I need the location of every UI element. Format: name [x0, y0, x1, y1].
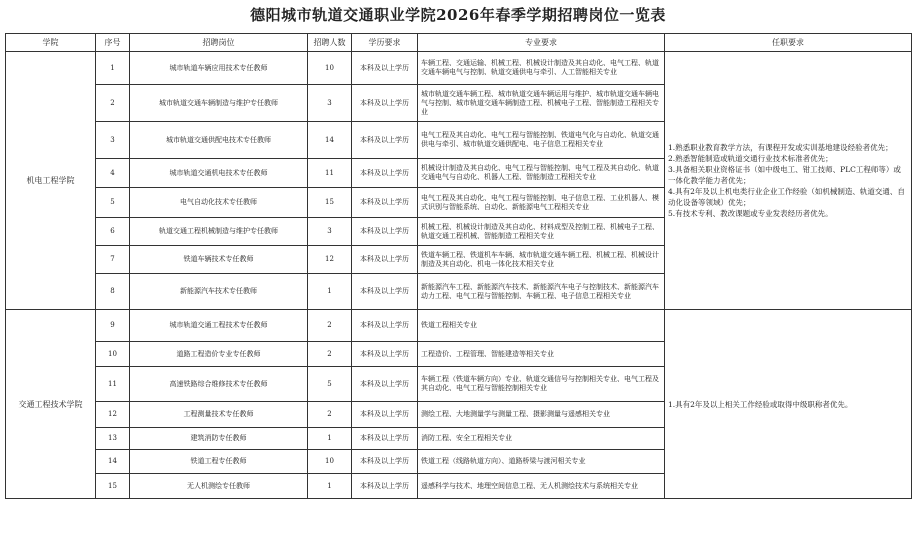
row-number: 14 [96, 450, 130, 474]
header-count: 招聘人数 [308, 34, 352, 52]
table-body [6, 52, 912, 499]
row-number: 13 [96, 428, 130, 450]
header-education: 学历要求 [352, 34, 418, 52]
hire-count: 12 [308, 246, 352, 274]
major-requirement: 电气工程及其自动化、电气工程与智能控制、铁道电气化与自动化、轨道交通供电与牵引、城市轨道交通供配电、电子信息工程相关专业 [418, 122, 665, 159]
header-major: 专业要求 [418, 34, 665, 52]
major-requirement: 铁道车辆工程、铁道机车车辆、城市轨道交通车辆工程、机械工程、机械设计制造及其自动化、机电一体化技术相关专业 [418, 246, 665, 274]
header-college: 学院 [6, 34, 96, 52]
major-requirement: 机械工程、机械设计制造及其自动化、材料成型及控制工程、机械电子工程、轨道交通工程机械、智能制造工程相关专业 [418, 218, 665, 246]
header-no: 序号 [96, 34, 130, 52]
major-requirement: 车辆工程、交通运输、机械工程、机械设计制造及其自动化、电气工程、轨道交通车辆电气与控制、轨道交通供电与牵引、人工智能相关专业 [418, 52, 665, 85]
education-requirement: 本科及以上学历 [352, 52, 418, 85]
hire-count: 1 [308, 274, 352, 310]
major-requirement: 城市轨道交通车辆工程、城市轨道交通车辆运用与维护、城市轨道交通车辆电气与控制、城市轨道交通车辆制造工程、机械电子工程、智能制造工程相关专业 [418, 85, 665, 122]
header-row [6, 34, 912, 52]
hire-count: 2 [308, 342, 352, 367]
hire-count: 11 [308, 159, 352, 188]
education-requirement: 本科及以上学历 [352, 367, 418, 402]
row-number: 10 [96, 342, 130, 367]
row-number: 3 [96, 122, 130, 159]
hire-count: 5 [308, 367, 352, 402]
table-row [6, 52, 912, 85]
education-requirement: 本科及以上学历 [352, 402, 418, 428]
hire-count: 3 [308, 85, 352, 122]
post-name: 城市轨道交通工程技术专任教师 [130, 310, 308, 342]
major-requirement: 工程造价、工程管理、智能建造等相关专业 [418, 342, 665, 367]
hire-count: 15 [308, 188, 352, 218]
major-requirement: 测绘工程、大地测量学与测量工程、摄影测量与遥感相关专业 [418, 402, 665, 428]
education-requirement: 本科及以上学历 [352, 474, 418, 499]
major-requirement: 消防工程、安全工程相关专业 [418, 428, 665, 450]
education-requirement: 本科及以上学历 [352, 246, 418, 274]
row-number: 9 [96, 310, 130, 342]
post-name: 工程测量技术专任教师 [130, 402, 308, 428]
post-name: 城市轨道交通机电技术专任教师 [130, 159, 308, 188]
major-requirement: 铁道工程（线路轨道方向）、道路桥梁与渡河相关专业 [418, 450, 665, 474]
hire-count: 1 [308, 474, 352, 499]
education-requirement: 本科及以上学历 [352, 450, 418, 474]
post-name: 城市轨道交通车辆制造与维护专任教师 [130, 85, 308, 122]
education-requirement: 本科及以上学历 [352, 218, 418, 246]
major-requirement: 遥感科学与技术、地理空间信息工程、无人机测绘技术与系统相关专业 [418, 474, 665, 499]
major-requirement: 电气工程及其自动化、电气工程与智能控制、电子信息工程、工业机器人、模式识别与智能系统、自动化、新能源电气工程相关专业 [418, 188, 665, 218]
education-requirement: 本科及以上学历 [352, 188, 418, 218]
post-name: 高速铁路综合维修技术专任教师 [130, 367, 308, 402]
post-name: 铁道车辆技术专任教师 [130, 246, 308, 274]
major-requirement: 机械设计制造及其自动化、电气工程与智能控制、电气工程及其自动化、轨道交通电气与自动化、机器人工程、智能制造工程相关专业 [418, 159, 665, 188]
row-number: 8 [96, 274, 130, 310]
education-requirement: 本科及以上学历 [352, 342, 418, 367]
table-row [6, 310, 912, 342]
hire-count: 3 [308, 218, 352, 246]
hire-count: 10 [308, 52, 352, 85]
education-requirement: 本科及以上学历 [352, 274, 418, 310]
major-requirement: 铁道工程相关专业 [418, 310, 665, 342]
row-number: 5 [96, 188, 130, 218]
post-name: 电气自动化技术专任教师 [130, 188, 308, 218]
page-title: 德阳城市轨道交通职业学院2026年春季学期招聘岗位一览表 [250, 6, 666, 24]
row-number: 12 [96, 402, 130, 428]
hire-count: 2 [308, 402, 352, 428]
post-name: 铁道工程专任教师 [130, 450, 308, 474]
row-number: 4 [96, 159, 130, 188]
post-name: 轨道交通工程机械制造与维护专任教师 [130, 218, 308, 246]
post-name: 城市轨道交通供配电技术专任教师 [130, 122, 308, 159]
education-requirement: 本科及以上学历 [352, 122, 418, 159]
row-number: 7 [96, 246, 130, 274]
college-cell: 交通工程技术学院 [6, 310, 96, 499]
row-number: 2 [96, 85, 130, 122]
post-name: 城市轨道车辆应用技术专任教师 [130, 52, 308, 85]
major-requirement: 车辆工程（铁道车辆方向）专业、轨道交通信号与控制相关专业、电气工程及其自动化、电气工程与智能控制相关专业 [418, 367, 665, 402]
education-requirement: 本科及以上学历 [352, 428, 418, 450]
job-requirements: 1.熟悉职业教育教学方法，有课程开发或实训基地建设经验者优先； 2.熟悉智能制造或轨道交通行业技术标准者优先； 3.具备相关职业资格证书（如中级电工、钳工技师、PLC工程师等）或一体化教学能力者优先； 4.具有2年及以上机电类行业企业工作经验（如机械制造、轨道交通、自动化设备等领域）优先； 5.有技术专利、教改课题或专业发表经历者优先。 [665, 52, 912, 310]
row-number: 1 [96, 52, 130, 85]
row-number: 11 [96, 367, 130, 402]
major-requirement: 新能源汽车工程、新能源汽车技术、新能源汽车电子与控制技术、新能源汽车动力工程、电气工程与智能控制、车辆工程、电子信息工程相关专业 [418, 274, 665, 310]
post-name: 道路工程造价专业专任教师 [130, 342, 308, 367]
row-number: 6 [96, 218, 130, 246]
hire-count: 14 [308, 122, 352, 159]
post-name: 建筑消防专任教师 [130, 428, 308, 450]
hire-count: 1 [308, 428, 352, 450]
hire-count: 2 [308, 310, 352, 342]
education-requirement: 本科及以上学历 [352, 159, 418, 188]
row-number: 15 [96, 474, 130, 499]
college-cell: 机电工程学院 [6, 52, 96, 310]
post-name: 无人机测绘专任教师 [130, 474, 308, 499]
education-requirement: 本科及以上学历 [352, 85, 418, 122]
header-requirements: 任职要求 [665, 34, 912, 52]
recruitment-table [5, 33, 912, 499]
education-requirement: 本科及以上学历 [352, 310, 418, 342]
job-requirements: 1.具有2年及以上相关工作经验或取得中级职称者优先。 [665, 310, 912, 499]
post-name: 新能源汽车技术专任教师 [130, 274, 308, 310]
hire-count: 10 [308, 450, 352, 474]
header-post: 招聘岗位 [130, 34, 308, 52]
